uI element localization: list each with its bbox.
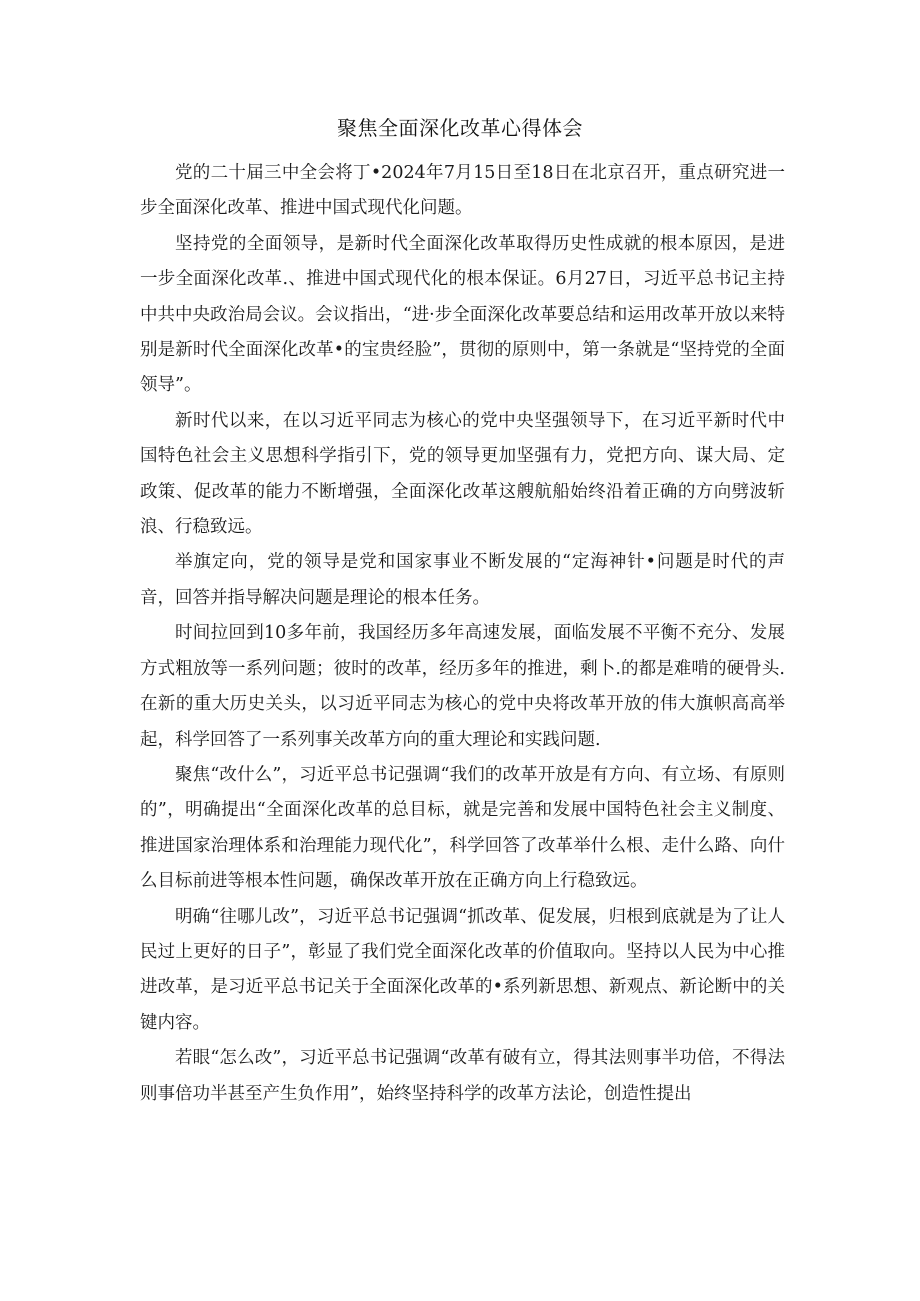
paragraph: 新时代以来，在以习近平同志为核心的党中央坚强领导下，在习近平新时代中国特色社会主义思想科学指引下，党的领导更加坚强有力，党把方向、谋大局、定政策、促改革的能力不断增强，全面深化改革这艘航船始终沿着正确的方向劈波斩浪、行稳致远。 bbox=[140, 410, 785, 538]
paragraph: 明确“往哪儿改”，习近平总书记强调“抓改革、促发展，归根到底就是为了让人民过上更好的日子”，彰显了我们党全面深化改革的价值取向。坚持以人民为中心推进改革，是习近平总书记关于全面深化改革的•系列新思想、新观点、新论断中的关键内容。 bbox=[140, 906, 785, 1033]
document-title: 聚焦全面深化改革心得体会 bbox=[337, 116, 583, 140]
paragraph: 举旗定向，党的领导是党和国家事业不断发展的“定海神针•问题是时代的声音，回答并指导解决问题是理论的根本任务。 bbox=[140, 552, 785, 608]
paragraph: 坚持党的全面领导，是新时代全面深化改革取得历史性成就的根本原因，是进一步全面深化改革.、推进中国式现代化的根本保证。6月27日，习近平总书记主持中共中央政治局会议。会议指出，“进·步全面深化改革要总结和运用改革开放以来特别是新时代全面深化改革•的宝贵经脸”，贯彻的原则中，第一条就是“坚持党的全面领导”。 bbox=[140, 233, 785, 396]
paragraph: 党的二十届三中全会将丁•2024年7月15日至18日在北京召开，重点研究进一步全面深化改革、推进中国式现代化问题。 bbox=[140, 163, 785, 219]
paragraph: 时间拉回到10多年前，我国经历多年高速发展，面临发展不平衡不充分、发展方式粗放等一系列问题；彼时的改革，经历多年的推进，剩卜.的都是难啃的硬骨头.在新的重大历史关头，以习近平同志为核心的党中央将改革开放的伟大旗帜高高举起，科学回答了一系列事关改革方向的重大理论和实践问题. bbox=[140, 623, 785, 750]
document-body bbox=[140, 156, 785, 1112]
paragraph: 聚焦“改什么”，习近平总书记强调“我们的改革开放是有方向、有立场、有原则的”，明确提出“全面深化改革的总目标，就是完善和发展中国特色社会主义制度、推进国家治理体系和治理能力现代化”，科学回答了改革举什么根、走什么路、向什么目标前进等根本性问题，确保改革开放在正确方向上行稳致远。 bbox=[140, 764, 785, 892]
paragraph: 若眼“怎么改”，习近平总书记强调“改革有破有立，得其法则事半功倍，不得法则事倍功半甚至产生负作用”，始终坚持科学的改革方法论，创造性提出 bbox=[140, 1048, 785, 1104]
